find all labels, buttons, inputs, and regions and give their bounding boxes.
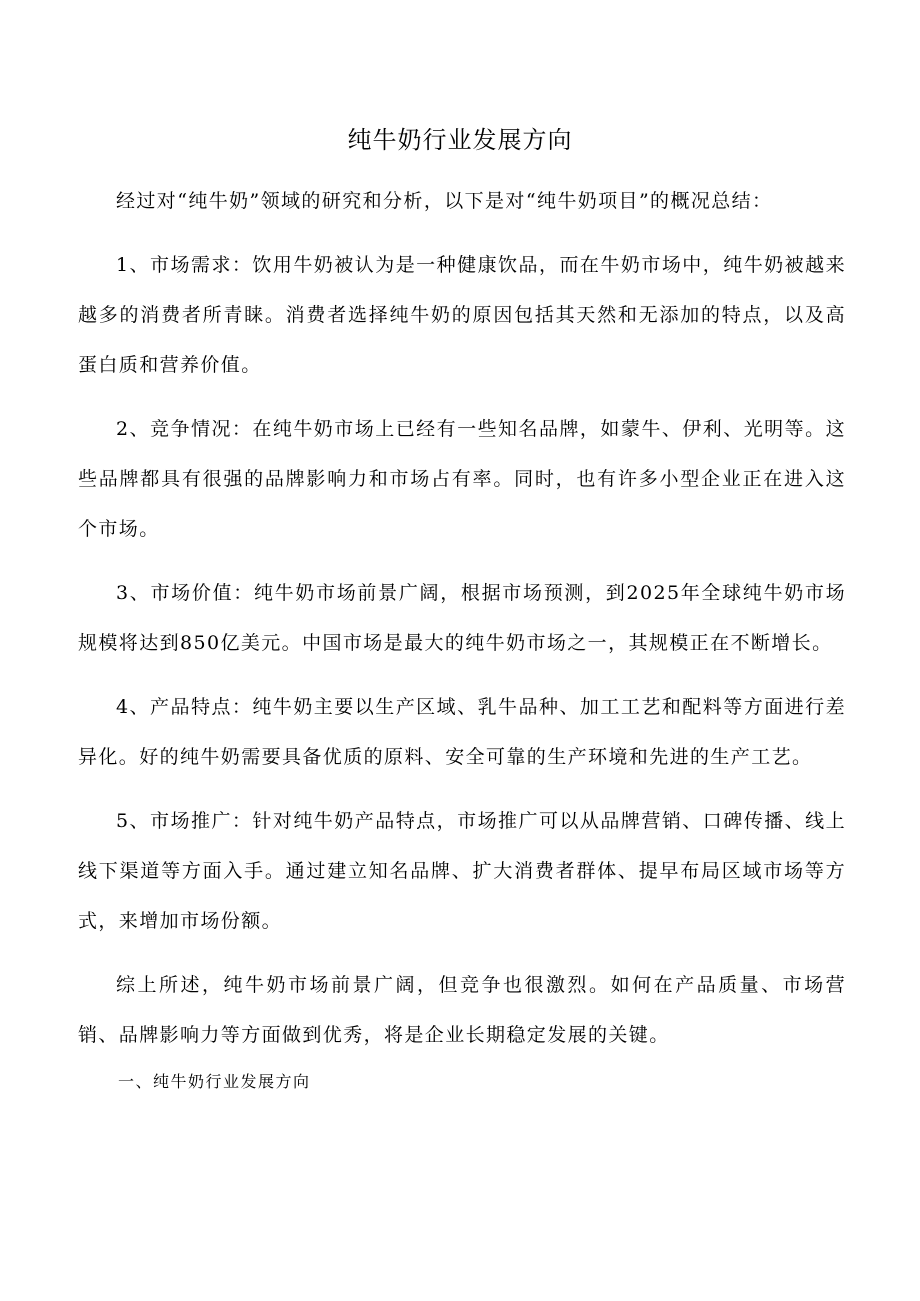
competition-paragraph: 2、竞争情况：在纯牛奶市场上已经有一些知名品牌，如蒙牛、伊利、光明等。这些品牌都具有很强的品牌影响力和市场占有率。同时，也有许多小型企业正在进入这个市场。: [78, 418, 846, 540]
market-value-paragraph: 3、市场价值：纯牛奶市场前景广阔，根据市场预测，到2025年全球纯牛奶市场规模将达到850亿美元。中国市场是最大的纯牛奶市场之一，其规模正在不断增长。: [78, 582, 846, 654]
market-demand-paragraph: 1、市场需求：饮用牛奶被认为是一种健康饮品，而在牛奶市场中，纯牛奶被越来越多的消费者所青睐。消费者选择纯牛奶的原因包括其天然和无添加的特点，以及高蛋白质和营养价值。: [78, 254, 846, 376]
product-features-paragraph: 4、产品特点：纯牛奶主要以生产区域、乳牛品种、加工工艺和配料等方面进行差异化。好的纯牛奶需要具备优质的原料、安全可靠的生产环境和先进的生产工艺。: [78, 696, 846, 768]
section-heading: 一、纯牛奶行业发展方向: [118, 1072, 311, 1091]
intro-paragraph: 经过对“纯牛奶”领域的研究和分析，以下是对“纯牛奶项目”的概况总结：: [116, 190, 773, 212]
summary-paragraph: 综上所述，纯牛奶市场前景广阔，但竞争也很激烈。如何在产品质量、市场营销、品牌影响力等方面做到优秀，将是企业长期稳定发展的关键。: [78, 974, 846, 1046]
page-title: 纯牛奶行业发展方向: [347, 126, 573, 154]
market-promotion-paragraph: 5、市场推广：针对纯牛奶产品特点，市场推广可以从品牌营销、口碑传播、线上线下渠道等方面入手。通过建立知名品牌、扩大消费者群体、提早布局区域市场等方式，来增加市场份额。: [78, 810, 846, 932]
